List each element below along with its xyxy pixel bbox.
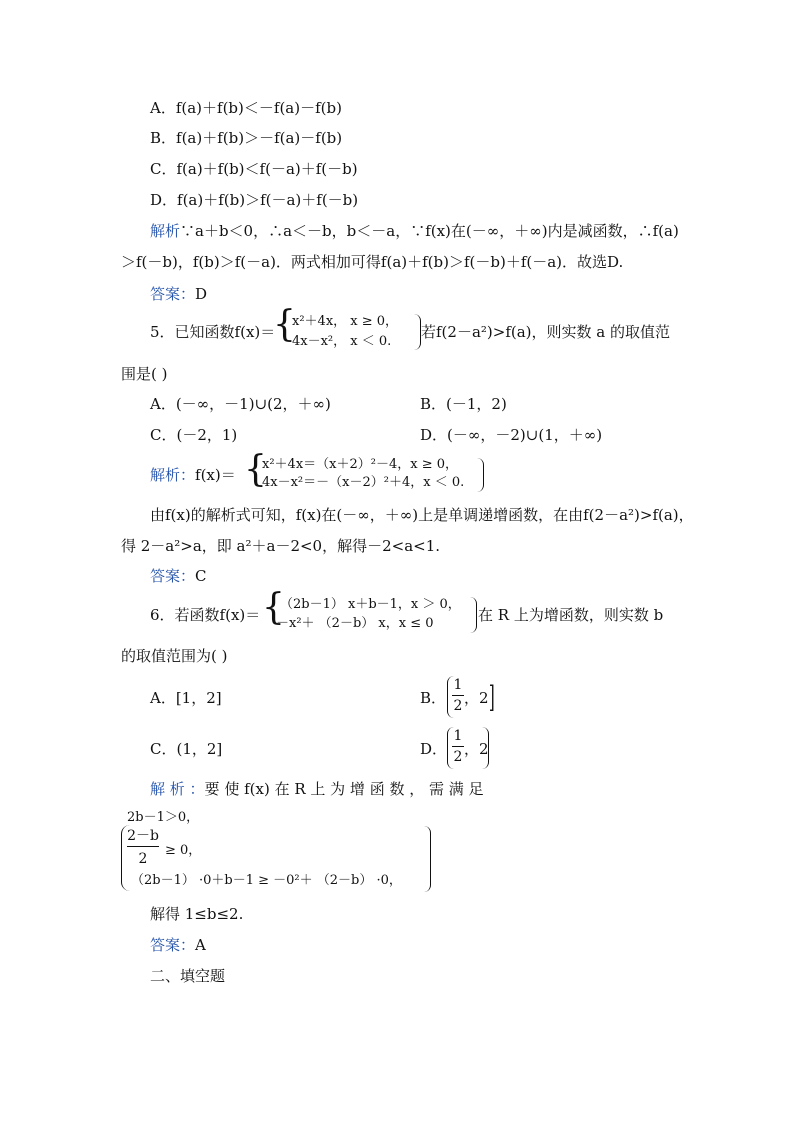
q6-stem-post: 在 R 上为增函数，则实数 b: [478, 606, 664, 624]
q6-brace-left: {: [262, 587, 285, 628]
q6-analysis-head: [150, 779, 484, 799]
q6-case2: －x²＋ （2－b） x，x ≤ 0: [276, 616, 434, 631]
q4-answer-value: D: [195, 285, 208, 303]
q6-option-b-pre: B．: [420, 689, 447, 707]
q6-analysis-label: 解 析 ：: [150, 780, 205, 798]
q4-option-c: C．f(a)＋f(b)＜f(－a)＋f(－b): [150, 160, 358, 178]
q5-stem-post: 若f(2－a²)>f(a)，则实数 a 的取值范: [421, 323, 671, 341]
q6-cond3: （2b－1） ·0＋b－1 ≥ －0²＋ （2－b） ·0，: [131, 873, 402, 888]
q5-case2: 4x－x²， x ＜ 0.: [292, 334, 392, 349]
q6-cond2-bar: [127, 846, 159, 847]
q6-option-a: A．[1，2]: [150, 689, 222, 707]
q5-answer: [150, 566, 207, 586]
q4-analysis-text1: ∵a＋b＜0，∴a＜－b，b＜－a，∵f(x)在(－∞，＋∞)内是减函数，∴f(a): [180, 222, 679, 240]
q4-option-d: D．f(a)＋f(b)＞f(－a)＋f(－b): [150, 191, 359, 209]
q5-case1: x²＋4x， x ≥ 0，: [292, 314, 399, 329]
q6-option-b-bracket-right: ]: [488, 680, 495, 715]
q4-analysis-line2: ＞f(－b)，f(b)＞f(－a)．两式相加可得f(a)＋f(b)＞f(－b)＋f(－a)．故选D.: [121, 253, 624, 271]
q5-option-a: A．(－∞，－1)∪(2，＋∞): [150, 395, 331, 413]
q5-answer-value: C: [195, 567, 207, 585]
q6-cond-brace-right: [424, 826, 431, 892]
q5-option-c: C．(－2，1): [150, 426, 238, 444]
section-heading-fill-in: 二、填空题: [150, 967, 226, 985]
q6-brace-right: [470, 597, 477, 633]
q6-option-d-paren-right: [482, 727, 489, 769]
q6-cond2-post: ≥ 0，: [165, 843, 202, 858]
q6-option-c: C．(1，2]: [150, 740, 223, 758]
q6-cond1: 2b－1＞0，: [127, 810, 200, 825]
q5-analysis-case1: x²＋4x＝（x＋2）²－4，x ≥ 0，: [262, 457, 458, 472]
q5-brace-left: {: [273, 304, 296, 345]
q6-analysis-text: 要 使 f(x) 在 R 上 为 增 函 数 ， 需 满 足: [204, 780, 484, 798]
q6-cond2-num: 2－b: [127, 828, 159, 844]
q5-analysis-head: [150, 465, 236, 485]
q4-analysis-label: 解析: [150, 222, 181, 240]
q6-answer: [150, 935, 206, 955]
q6-option-b-num: 1: [453, 677, 463, 693]
q5-answer-label: 答案：: [150, 567, 196, 585]
q5-analysis-f: f(x)＝: [195, 466, 236, 484]
q5-stem-pre: 5．已知函数f(x)＝: [150, 323, 276, 341]
q6-stem-pre: 6．若函数f(x)＝: [150, 606, 261, 624]
q6-option-d-post: ，2: [464, 740, 489, 758]
q6-solve: 解得 1≤b≤2.: [150, 905, 244, 923]
q5-analysis-brace-right: [477, 458, 484, 492]
q6-option-b-bar: [452, 695, 464, 696]
q6-option-b-den: 2: [453, 698, 463, 714]
q6-answer-label: 答案：: [150, 936, 196, 954]
q4-answer: [150, 284, 207, 304]
q6-option-d-num: 1: [453, 728, 463, 744]
q6-stem-line2: 的取值范围为( ): [121, 647, 228, 665]
q6-option-d-den: 2: [453, 749, 463, 765]
q5-option-d: D．(－∞，－2)∪(1，＋∞): [420, 426, 603, 444]
q5-stem-line2: 围是( ): [121, 365, 168, 383]
q5-analysis-line2: 由f(x)的解析式可知，f(x)在(－∞，＋∞)上是单调递增函数，在由f(2－a²)>f(a)，: [150, 506, 694, 524]
q5-brace-right: [414, 314, 421, 350]
q6-cond2-den: 2: [138, 851, 148, 867]
q6-answer-value: A: [195, 936, 206, 954]
q6-option-d-bar: [452, 746, 464, 747]
q4-option-a: A．f(a)＋f(b)＜－f(a)－f(b): [150, 99, 342, 117]
q4-option-b: B．f(a)＋f(b)＞－f(a)－f(b): [150, 129, 343, 147]
q5-analysis-label: 解析：: [150, 466, 196, 484]
q6-option-d-pre: D．: [420, 740, 448, 758]
q5-analysis-line3: 得 2－a²>a，即 a²＋a－2<0，解得－2<a<1.: [121, 537, 441, 555]
q6-case1: （2b－1） x＋b－1，x ＞ 0，: [280, 597, 461, 612]
q5-analysis-case2: 4x－x²＝－（x－2）²＋4，x ＜ 0.: [262, 475, 465, 490]
q5-analysis-brace-left: {: [244, 449, 267, 490]
q6-option-b-post: ，2: [464, 689, 489, 707]
q5-option-b: B．(－1，2): [420, 395, 507, 413]
q4-answer-label: 答案：: [150, 285, 196, 303]
q4-analysis-line1: [150, 221, 679, 241]
